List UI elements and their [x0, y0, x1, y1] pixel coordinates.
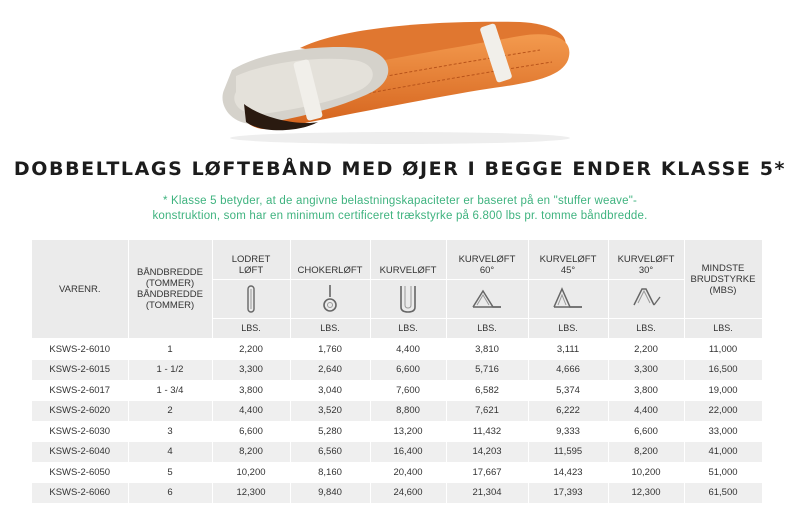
- mbs-line-3: (MBS): [709, 284, 737, 296]
- table-cell: KSWS-2-6040: [32, 442, 128, 463]
- table-cell: 11,595: [528, 442, 608, 463]
- table-cell: 5,280: [290, 421, 370, 442]
- table-cell: 6,222: [528, 401, 608, 422]
- table-cell: 9,333: [528, 421, 608, 442]
- table-row: [32, 421, 762, 442]
- class-note-line-1: * Klasse 5 betyder, at de angivne belastningskapaciteter er baseret på en "stuffer weave"-: [162, 195, 638, 207]
- table-cell: 1: [128, 339, 212, 360]
- table-cell: 20,400: [370, 462, 446, 483]
- table-cell: 2,200: [608, 339, 684, 360]
- table-cell: 17,667: [446, 462, 528, 483]
- table-cell: 3,800: [608, 380, 684, 401]
- table-cell: 5,716: [446, 360, 528, 381]
- kurve60-line-2: 60°: [479, 265, 495, 276]
- table-cell: 3,300: [212, 360, 290, 381]
- table-cell: 51,000: [684, 462, 762, 483]
- table-cell: 8,160: [290, 462, 370, 483]
- choker-hitch-cell: [290, 280, 370, 319]
- col-header-lodret: [212, 240, 290, 280]
- table-cell: KSWS-2-6060: [32, 483, 128, 504]
- table-cell: 2,200: [212, 339, 290, 360]
- table-cell: 24,600: [370, 483, 446, 504]
- unit-kurve: LBS.: [370, 319, 446, 339]
- capacity-table: [32, 240, 763, 503]
- col-header-choker: CHOKERLØFT: [290, 240, 370, 280]
- col-header-kurve-45: [528, 240, 608, 280]
- choker-hitch-icon: [318, 283, 342, 315]
- table-cell: 9,840: [290, 483, 370, 504]
- kurve30-line-2: 30°: [638, 265, 654, 276]
- basket-60-icon: [469, 285, 505, 313]
- table-body: [32, 339, 762, 504]
- kurve45-line-2: 45°: [560, 265, 576, 276]
- mbs-line-2: BRUDSTYRKE: [690, 273, 756, 285]
- table-cell: 8,800: [370, 401, 446, 422]
- table-cell: 3,520: [290, 401, 370, 422]
- basket-45-icon: [550, 285, 586, 313]
- table-cell: 4,400: [212, 401, 290, 422]
- unit-kurve-30: LBS.: [608, 319, 684, 339]
- table-cell: 5,374: [528, 380, 608, 401]
- lodret-line-2: LØFT: [238, 265, 264, 276]
- kurve60-line-1: KURVELØFT: [458, 254, 516, 265]
- basket-hitch-cell: [370, 280, 446, 319]
- vertical-hitch-icon: [239, 283, 263, 315]
- table-cell: KSWS-2-6015: [32, 360, 128, 381]
- bandbredde-line-1: BÅNDBREDDE: [137, 267, 203, 278]
- table-cell: 22,000: [684, 401, 762, 422]
- unit-choker: LBS.: [290, 319, 370, 339]
- table-cell: 11,000: [684, 339, 762, 360]
- table-cell: 1,760: [290, 339, 370, 360]
- bandbredde-line-4: (TOMMER): [145, 300, 195, 311]
- table-row: [32, 360, 762, 381]
- table-cell: KSWS-2-6017: [32, 380, 128, 401]
- table-cell: 14,423: [528, 462, 608, 483]
- basket-45-cell: [528, 280, 608, 319]
- unit-mbs: LBS.: [684, 319, 762, 339]
- col-header-mbs: [684, 240, 762, 319]
- table-cell: 1 - 3/4: [128, 380, 212, 401]
- table-cell: 7,621: [446, 401, 528, 422]
- table-cell: 33,000: [684, 421, 762, 442]
- table-cell: 6,600: [608, 421, 684, 442]
- table-row: [32, 483, 762, 504]
- table-cell: KSWS-2-6020: [32, 401, 128, 422]
- table-cell: 19,000: [684, 380, 762, 401]
- table-cell: 3: [128, 421, 212, 442]
- mbs-line-1: MINDSTE: [701, 262, 745, 274]
- bandbredde-line-2: (TOMMER): [145, 278, 195, 289]
- vertical-hitch-cell: [212, 280, 290, 319]
- table-cell: 3,300: [608, 360, 684, 381]
- class-note: [120, 194, 680, 224]
- table-row: [32, 380, 762, 401]
- unit-lodret: LBS.: [212, 319, 290, 339]
- unit-kurve-45: LBS.: [528, 319, 608, 339]
- table-cell: KSWS-2-6030: [32, 421, 128, 442]
- table-row: [32, 442, 762, 463]
- basket-30-cell: [608, 280, 684, 319]
- table-row: [32, 462, 762, 483]
- table-cell: 3,040: [290, 380, 370, 401]
- lodret-line-1: LODRET: [231, 254, 271, 265]
- table-cell: 4,400: [608, 401, 684, 422]
- table-cell: 61,500: [684, 483, 762, 504]
- table-cell: KSWS-2-6010: [32, 339, 128, 360]
- table-cell: 3,111: [528, 339, 608, 360]
- col-header-kurve: KURVELØFT: [370, 240, 446, 280]
- table-cell: 4: [128, 442, 212, 463]
- table-cell: 6: [128, 483, 212, 504]
- table-cell: 8,200: [608, 442, 684, 463]
- table-cell: 3,810: [446, 339, 528, 360]
- table-cell: 10,200: [608, 462, 684, 483]
- table-cell: 7,600: [370, 380, 446, 401]
- product-image: [0, 0, 800, 150]
- table-cell: 6,600: [212, 421, 290, 442]
- table-row: [32, 401, 762, 422]
- col-header-kurve-60: [446, 240, 528, 280]
- table-cell: 13,200: [370, 421, 446, 442]
- class-note-line-2: konstruktion, som har en minimum certificeret trækstyrke på 6.800 lbs pr. tomme båndbredde.: [152, 210, 648, 222]
- unit-kurve-60: LBS.: [446, 319, 528, 339]
- table-cell: KSWS-2-6050: [32, 462, 128, 483]
- table-cell: 8,200: [212, 442, 290, 463]
- col-header-bandbredde: [128, 240, 212, 339]
- basket-60-cell: [446, 280, 528, 319]
- table-cell: 12,300: [212, 483, 290, 504]
- table-cell: 41,000: [684, 442, 762, 463]
- table-cell: 6,600: [370, 360, 446, 381]
- table-cell: 6,582: [446, 380, 528, 401]
- table-cell: 5: [128, 462, 212, 483]
- page-title: DOBBELTLAGS LØFTEBÅND MED ØJER I BEGGE ENDER KLASSE 5*: [13, 158, 787, 180]
- table-cell: 4,400: [370, 339, 446, 360]
- table-cell: 17,393: [528, 483, 608, 504]
- table-cell: 21,304: [446, 483, 528, 504]
- col-header-kurve-30: [608, 240, 684, 280]
- table-cell: 14,203: [446, 442, 528, 463]
- table-cell: 1 - 1/2: [128, 360, 212, 381]
- table-cell: 3,800: [212, 380, 290, 401]
- col-header-varenr: VARENR.: [32, 240, 128, 339]
- basket-hitch-icon: [395, 283, 421, 315]
- table-row: [32, 339, 762, 360]
- table-cell: 12,300: [608, 483, 684, 504]
- basket-30-icon: [628, 285, 664, 313]
- table-cell: 6,560: [290, 442, 370, 463]
- table-cell: 16,400: [370, 442, 446, 463]
- table-cell: 2: [128, 401, 212, 422]
- bandbredde-line-3: BÅNDBREDDE: [137, 289, 203, 300]
- table-cell: 10,200: [212, 462, 290, 483]
- table-cell: 4,666: [528, 360, 608, 381]
- kurve45-line-1: KURVELØFT: [539, 254, 597, 265]
- kurve30-line-1: KURVELØFT: [617, 254, 675, 265]
- table-cell: 2,640: [290, 360, 370, 381]
- table-cell: 16,500: [684, 360, 762, 381]
- table-cell: 11,432: [446, 421, 528, 442]
